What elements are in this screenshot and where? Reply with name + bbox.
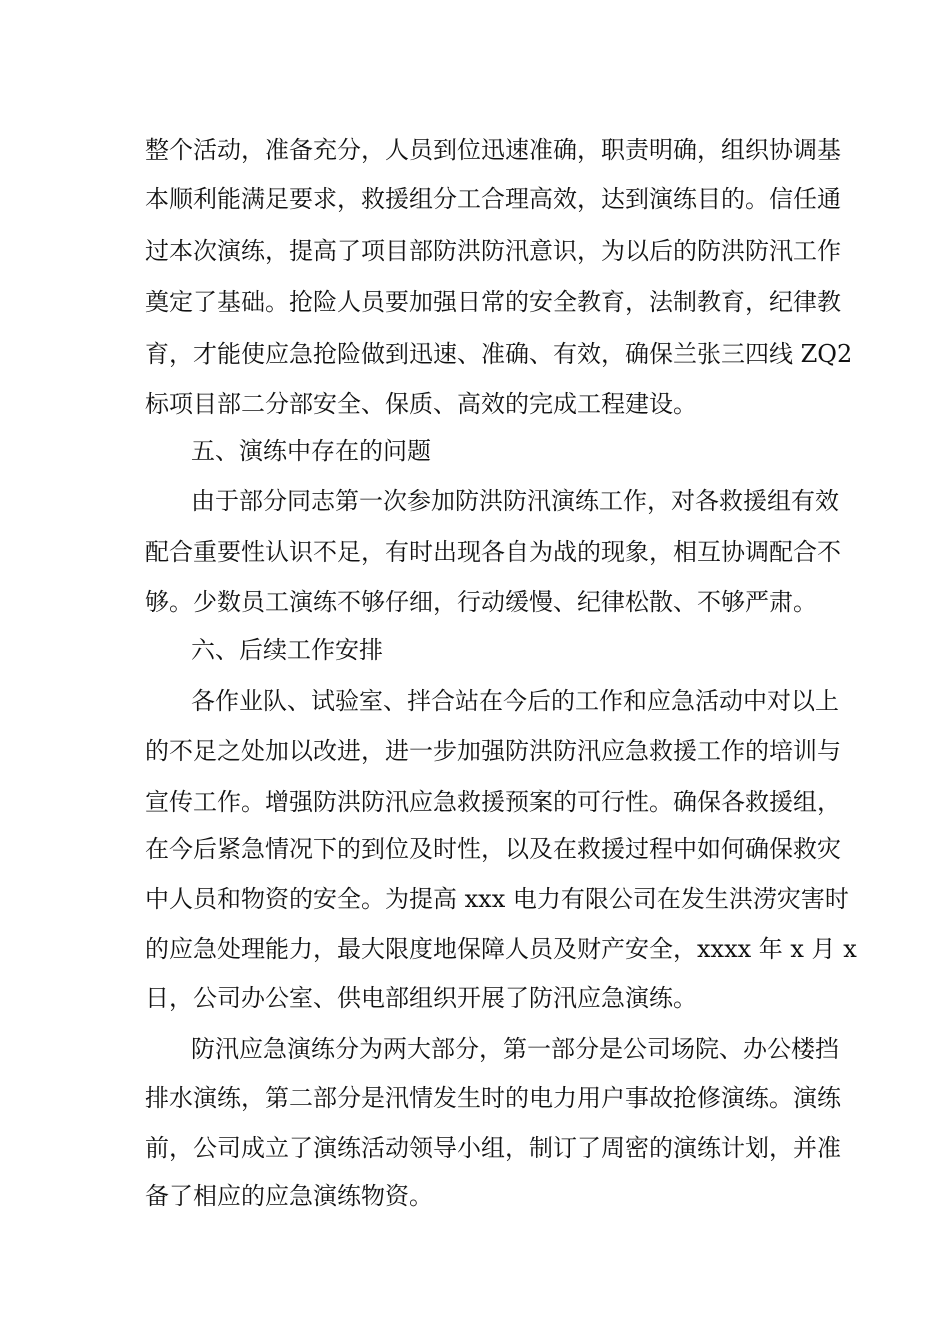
text-line: 由于部分同志第一次参加防洪防汛演练工作，对各救援组有效 bbox=[191, 487, 839, 515]
text-line: 备了相应的应急演练物资。 bbox=[145, 1182, 433, 1210]
text-line: 排水演练，第二部分是汛情发生时的电力用户事故抢修演练。演练 bbox=[145, 1084, 841, 1112]
section-heading: 五、演练中存在的问题 bbox=[191, 437, 431, 465]
text-line: 宣传工作。增强防洪防汛应急救援预案的可行性。确保各救援组， bbox=[145, 788, 841, 816]
text-line: 本顺利能满足要求，救援组分工合理高效，达到演练目的。信任通 bbox=[145, 185, 841, 213]
text-line: 奠定了基础。抢险人员要加强日常的安全教育，法制教育，纪律教 bbox=[145, 288, 841, 316]
text-line: 标项目部二分部安全、保质、高效的完成工程建设。 bbox=[145, 390, 697, 418]
text-line: 过本次演练，提高了项目部防洪防汛意识，为以后的防洪防汛工作 bbox=[145, 237, 841, 265]
section-heading: 六、后续工作安排 bbox=[191, 636, 383, 664]
text-line: 各作业队、试验室、拌合站在今后的工作和应急活动中对以上 bbox=[191, 687, 839, 715]
text-line: 日，公司办公室、供电部组织开展了防汛应急演练。 bbox=[145, 984, 697, 1012]
text-line: 中人员和物资的安全。为提高 xxx 电力有限公司在发生洪涝灾害时 bbox=[145, 885, 849, 913]
text-line: 前，公司成立了演练活动领导小组，制订了周密的演练计划，并准 bbox=[145, 1134, 841, 1162]
text-line: 够。少数员工演练不够仔细，行动缓慢、纪律松散、不够严肃。 bbox=[145, 588, 817, 616]
text-line: 防汛应急演练分为两大部分，第一部分是公司场院、办公楼挡 bbox=[191, 1035, 839, 1063]
text-line: 的不足之处加以改进，进一步加强防洪防汛应急救援工作的培训与 bbox=[145, 737, 841, 765]
text-line: 配合重要性认识不足，有时出现各自为战的现象，相互协调配合不 bbox=[145, 538, 841, 566]
text-line: 的应急处理能力，最大限度地保障人员及财产安全，xxxx 年 x 月 x bbox=[145, 935, 857, 963]
text-line: 在今后紧急情况下的到位及时性，以及在救援过程中如何确保救灾 bbox=[145, 835, 841, 863]
text-line: 整个活动，准备充分，人员到位迅速准确，职责明确，组织协调基 bbox=[145, 136, 841, 164]
text-line: 育，才能使应急抢险做到迅速、准确、有效，确保兰张三四线 ZQ2 bbox=[145, 340, 853, 368]
